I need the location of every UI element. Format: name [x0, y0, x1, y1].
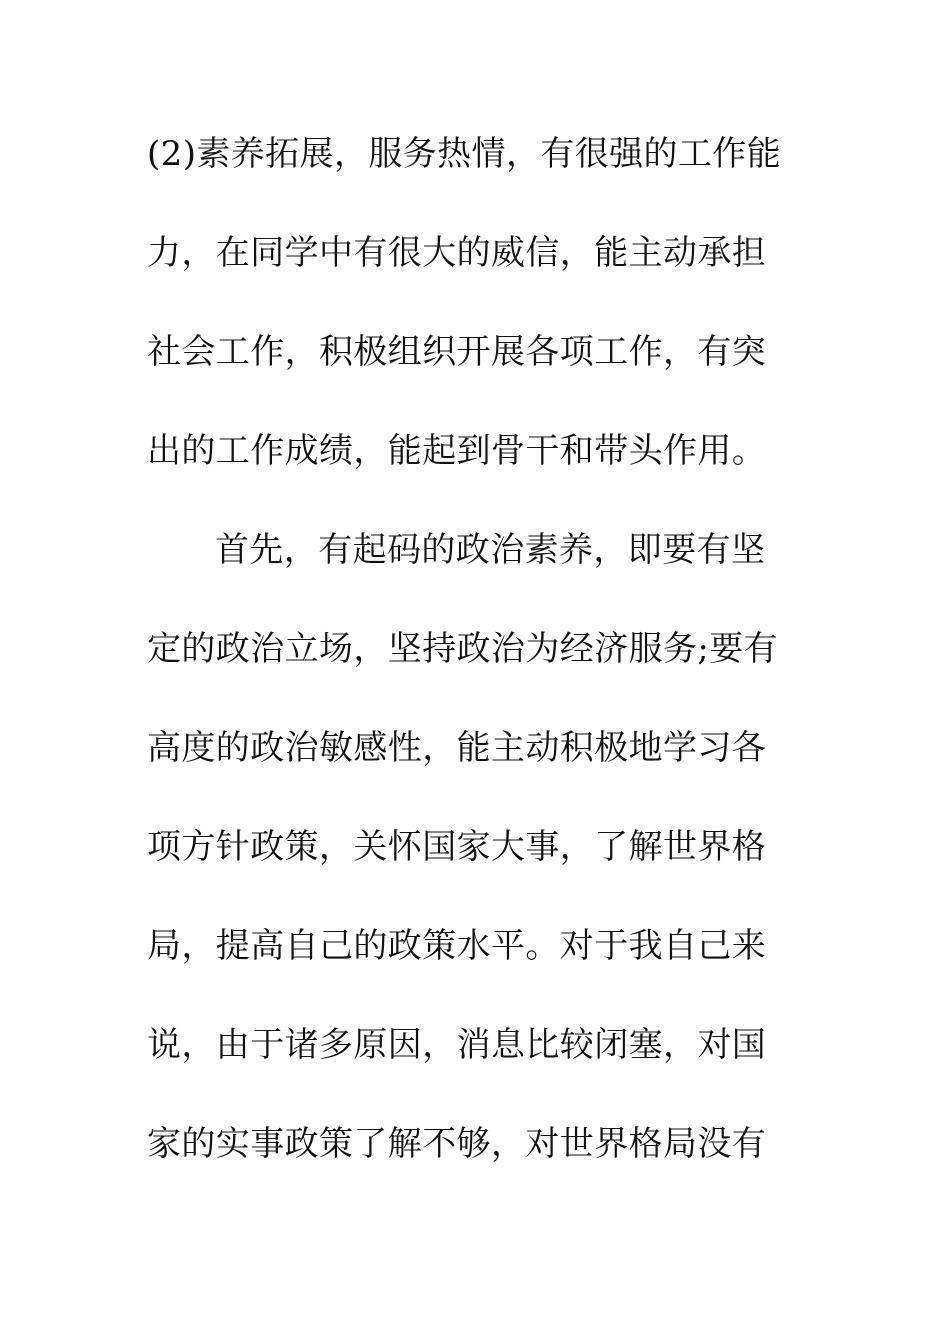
paragraph-line: (2)素养拓展，服务热情，有很强的工作能 — [147, 134, 782, 174]
paragraph-line: 家的实事政策了解不够，对世界格局没有 — [147, 1124, 767, 1164]
paragraph-line: 出的工作成绩，能起到骨干和带头作用。 — [147, 431, 767, 471]
paragraph-line: 首先，有起码的政治素养，即要有坚 — [215, 530, 766, 570]
paragraph-line: 局，提高自己的政策水平。对于我自己来 — [147, 926, 767, 966]
paragraph-line: 高度的政治敏感性，能主动积极地学习各 — [147, 728, 767, 768]
paragraph-line: 说，由于诸多原因，消息比较闭塞，对国 — [147, 1025, 767, 1065]
paragraph-line: 力，在同学中有很大的威信，能主动承担 — [147, 233, 767, 273]
paragraph-line: 定的政治立场，坚持政治为经济服务;要有 — [147, 629, 779, 669]
paragraph-line: 项方针政策，关怀国家大事，了解世界格 — [147, 827, 767, 867]
paragraph-line: 社会工作，积极组织开展各项工作，有突 — [147, 332, 767, 372]
